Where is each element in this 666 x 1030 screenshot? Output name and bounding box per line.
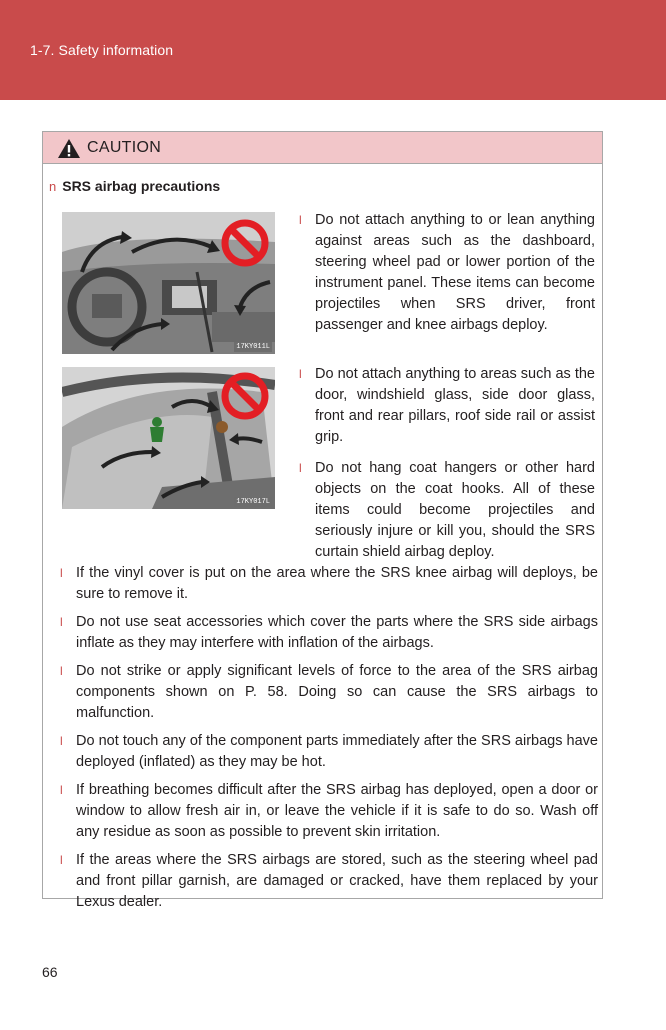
list-item-text: If the vinyl cover is put on the area where the SRS knee airbag will deploys, be sure to remove it.: [76, 565, 598, 602]
warning-triangle-icon: [57, 138, 81, 159]
list-item: [60, 563, 598, 605]
list-item-text: Do not hang coat hangers or other hard objects on the coat hooks. All of these items could become projectiles and seriously injure or kill you, should the SRS curtain shield airbag deploy.: [315, 460, 595, 560]
dashboard-photo: [62, 212, 275, 354]
section-heading-text: SRS airbag precautions: [62, 178, 221, 194]
bullet-marker: l: [299, 461, 302, 475]
page-number: 66: [42, 964, 58, 980]
bullet-marker: l: [299, 213, 302, 227]
bullet-marker: l: [60, 615, 63, 629]
list-item-text: If breathing becomes difficult after the SRS airbag has deployed, open a door or window to allow fresh air in, or leave the vehicle if it is safe to do so. Wash off any residue as soon as possible to prevent skin irritation.: [76, 782, 598, 840]
list-item: [299, 364, 595, 448]
photo-code: 17KY011L: [236, 343, 270, 351]
photo-code: 17KY017L: [236, 498, 270, 506]
list-item: [60, 731, 598, 773]
bullet-marker: l: [60, 783, 63, 797]
list-item: [60, 612, 598, 654]
section-title-header: 1-7. Safety information: [30, 42, 174, 58]
door-pillar-photo: [62, 367, 275, 509]
bullet-marker: l: [60, 853, 63, 867]
bullet-marker: l: [60, 566, 63, 580]
photo2-text: [299, 364, 595, 573]
list-item-text: Do not attach anything to areas such as the door, windshield glass, side door glass, front and rear pillars, roof side rail or assist grip.: [315, 366, 595, 445]
bullet-marker: l: [60, 734, 63, 748]
page-header: [0, 0, 666, 100]
bullet-marker: l: [299, 367, 302, 381]
list-item: [60, 661, 598, 724]
list-item-text: Do not use seat accessories which cover the parts where the SRS side airbags inflate as they may interfere with inflation of the airbags.: [76, 614, 598, 651]
section-marker: n: [49, 179, 57, 194]
photo1-text: [299, 210, 595, 346]
list-item-text: Do not touch any of the component parts immediately after the SRS airbags have deployed (inflated) as they may be hot.: [76, 733, 598, 770]
list-item-text: Do not strike or apply significant levels of force to the area of the SRS airbag components shown on P. 58. Doing so can cause the SRS airbags to malfunction.: [76, 663, 598, 721]
list-item-text: Do not attach anything to or lean anything against areas such as the dashboard, steering wheel pad or lower portion of the instrument panel. These items can become projectiles when SRS driver, front passenger and knee airbags deploy.: [315, 212, 595, 333]
list-item-text: If the areas where the SRS airbags are stored, such as the steering wheel pad and front pillar garnish, are damaged or cracked, have them replaced by your Lexus dealer.: [76, 852, 598, 910]
caution-label: CAUTION: [87, 139, 162, 156]
caution-list: [60, 563, 598, 920]
list-item: [299, 210, 595, 336]
bullet-marker: l: [60, 664, 63, 678]
list-item: [60, 780, 598, 843]
list-item: [60, 850, 598, 913]
caution-box: [42, 131, 603, 910]
list-item: [299, 458, 595, 563]
prohibition-icon: [220, 371, 270, 421]
prohibition-icon: [220, 218, 270, 268]
caution-header: [43, 132, 602, 164]
section-heading: [49, 178, 220, 194]
